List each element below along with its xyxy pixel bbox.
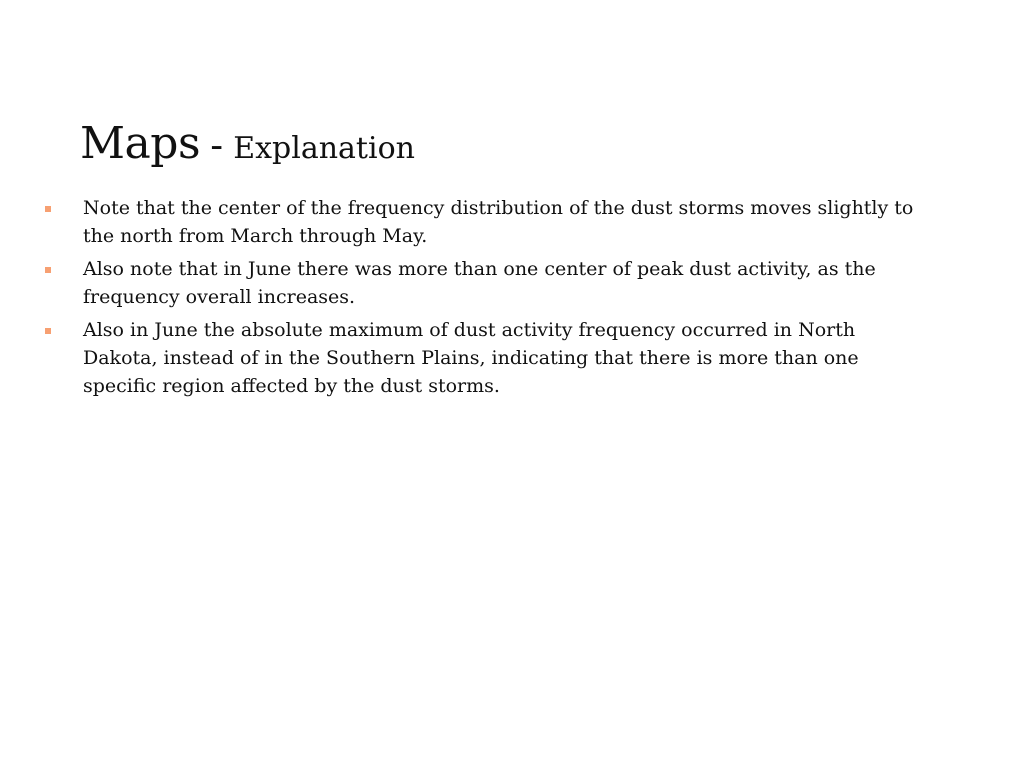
bullet-item [44, 194, 924, 250]
square-bullet-icon [45, 206, 51, 212]
bullet-item [44, 316, 924, 400]
bullet-text: Note that the center of the frequency distribution of the dust storms moves slightly to the north from March through May. [83, 197, 914, 247]
bullet-list [44, 194, 924, 405]
square-bullet-icon [45, 267, 51, 273]
square-bullet-icon [45, 328, 51, 334]
title-subtitle: Explanation [233, 131, 415, 166]
bullet-item [44, 255, 924, 311]
slide-title [80, 118, 415, 171]
bullet-text: Also in June the absolute maximum of dust activity frequency occurred in North Dakota, instead of in the Southern Plains, indicating that there is more than one specific region affected by the dust storms. [83, 319, 859, 397]
title-separator: - [210, 123, 224, 167]
title-main: Maps [80, 118, 201, 169]
bullet-text: Also note that in June there was more than one center of peak dust activity, as the frequency overall increases. [83, 258, 876, 308]
